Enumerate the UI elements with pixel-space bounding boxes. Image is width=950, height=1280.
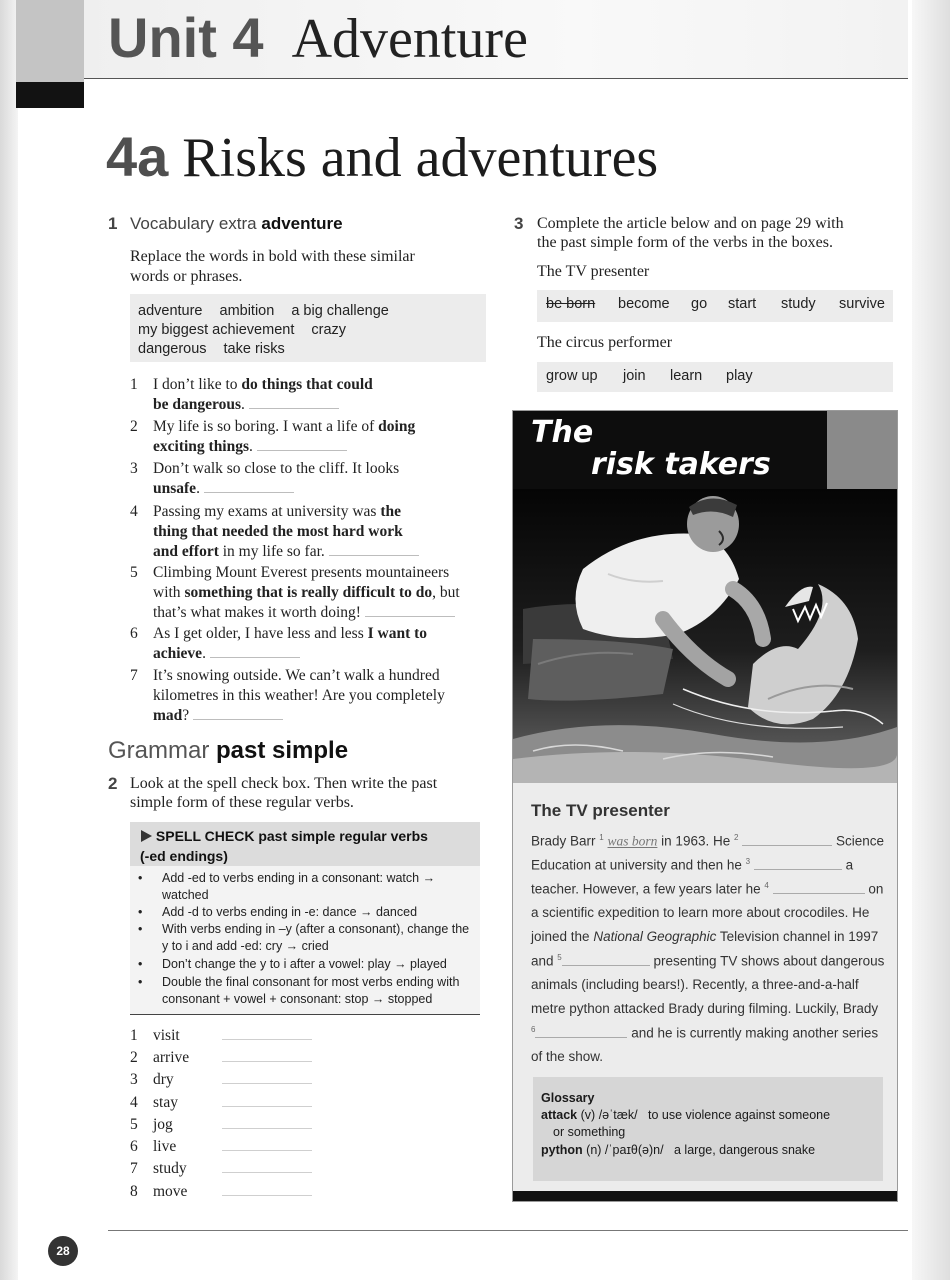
verb-box-2	[537, 362, 893, 392]
answer-blank[interactable]	[365, 604, 455, 617]
answer-blank[interactable]	[257, 438, 347, 451]
answer-blank[interactable]	[222, 1083, 312, 1084]
verb-box-word: survive	[839, 296, 885, 312]
glossary-entry-attack: attack (v) /əˈtæk/ to use violence against someone	[541, 1108, 831, 1122]
verb-box-1	[537, 290, 893, 322]
article-line: joined the National Geographic Television channel in 1997	[531, 929, 879, 944]
verb-box-word: join	[623, 368, 646, 384]
exercise-1-word-box	[130, 294, 486, 362]
verb-box-word-example: be born	[546, 296, 596, 312]
article-line: Education at university and then he $^3$ a	[531, 857, 854, 873]
glossary-entry-attack-cont: or something	[553, 1125, 626, 1139]
item-text: As I get older, I have less and less I want to achieve.	[153, 625, 428, 662]
exercise-1-topic: adventure	[261, 214, 343, 233]
verb-box-word: study	[781, 296, 816, 312]
unit-tab-grey	[16, 0, 84, 82]
exercise-2-instruction-line1: Look at the spell check box. Then write the past	[130, 775, 438, 792]
word-box-line-2	[138, 321, 363, 340]
item-text: Passing my exams at university was the thing that needed the most hard work and effort in my life so far.	[153, 502, 493, 562]
item-text: My life is so boring. I want a life of doing exciting things.	[153, 418, 416, 455]
grammar-label: Grammar	[108, 737, 210, 764]
answer-blank[interactable]	[222, 1128, 312, 1129]
answer-blank[interactable]	[222, 1106, 312, 1107]
verb-box-word: go	[691, 296, 708, 312]
article-line: Brady Barr $^1$ was born in 1963. He $^2$ Science	[531, 833, 885, 849]
item-number: 6	[130, 625, 138, 642]
item-number: 2	[130, 418, 138, 435]
exercise-1-item	[130, 502, 495, 562]
spell-check-header	[130, 822, 480, 866]
verb-item: 3 dry	[130, 1070, 320, 1090]
verb-item: 6 live	[130, 1137, 320, 1157]
word-box-item: my biggest achievement	[138, 322, 295, 338]
example-answer: was born	[607, 833, 658, 849]
word-box-item: ambition	[219, 303, 275, 319]
article-line: animals (including bears!). Recently, a three-and-a-half	[531, 977, 859, 992]
exercise-1-instruction-line2: words or phrases.	[130, 268, 243, 285]
verb-box-word: grow up	[546, 368, 598, 384]
answer-blank[interactable]	[249, 396, 339, 409]
exercise-1-item	[130, 666, 495, 726]
spell-check-title-row	[140, 828, 428, 844]
answer-blank[interactable]	[210, 645, 300, 658]
glossary-box	[533, 1077, 883, 1181]
exercise-1-category: Vocabulary extra	[130, 214, 257, 233]
verb-box-1-title: The TV presenter	[537, 263, 650, 280]
item-number: 3	[130, 460, 138, 477]
word-box-item: take risks	[223, 341, 285, 357]
grammar-topic: past simple	[216, 737, 349, 764]
answer-blank[interactable]	[742, 835, 832, 846]
answer-blank[interactable]	[204, 480, 294, 493]
item-text: Don’t walk so close to the cliff. It looks unsafe.	[153, 460, 400, 497]
word-box-item: dangerous	[138, 341, 207, 357]
article-title-line2: risk takers	[591, 447, 771, 482]
exercise-3-instruction-line1: Complete the article below and on page 29 with	[537, 215, 844, 232]
spell-rule: • Don’t change the y to i after a vowel: play → played	[138, 957, 447, 971]
answer-blank[interactable]	[562, 955, 650, 966]
exercise-1-item	[130, 459, 495, 499]
answer-blank[interactable]	[222, 1150, 312, 1151]
exercise-1-item	[130, 375, 495, 415]
answer-blank[interactable]	[222, 1172, 312, 1173]
item-number: 4	[130, 503, 138, 520]
spell-check-title: SPELL CHECK past simple regular verbs	[155, 828, 428, 844]
article-line: and $^5$ presenting TV shows about dangerous	[531, 953, 885, 969]
answer-blank[interactable]	[222, 1039, 312, 1040]
lesson-number: 4a	[106, 125, 169, 188]
spell-rule: • Add -ed to verbs ending in a consonant: watch → watched	[138, 871, 436, 902]
unit-title	[108, 6, 528, 71]
answer-blank[interactable]	[222, 1195, 312, 1196]
article-panel	[512, 410, 898, 1202]
verb-box-word: start	[728, 296, 757, 312]
article-title-line1: The	[531, 415, 594, 450]
exercise-1-item	[130, 624, 495, 664]
verb-item: 2 arrive	[130, 1048, 320, 1068]
crocodile-photo	[513, 489, 897, 783]
exercise-1-item	[130, 563, 495, 623]
footer-rule	[108, 1230, 908, 1231]
word-box-item: adventure	[138, 303, 203, 319]
item-text: I don’t like to do things that could be dangerous.	[153, 376, 373, 413]
answer-blank[interactable]	[193, 707, 283, 720]
exercise-2-number: 2	[108, 774, 118, 793]
article-line: a scientific expedition to learn more about crocodiles. He	[531, 905, 870, 920]
word-box-item: a big challenge	[291, 303, 389, 319]
unit-name: Adventure	[291, 8, 528, 70]
page-edge-right	[912, 0, 950, 1280]
answer-blank[interactable]	[222, 1061, 312, 1062]
article-line: $^6$ and he is currently making another series	[531, 1025, 879, 1041]
verb-item: 5 jog	[130, 1115, 320, 1135]
spell-rule: • With verbs ending in –y (after a consonant), change the y to i and add -ed: cry → cried	[138, 922, 470, 953]
answer-blank[interactable]	[773, 883, 865, 894]
word-box-item: crazy	[311, 322, 347, 338]
spell-check-rules	[130, 866, 480, 1014]
glossary-title: Glossary	[541, 1091, 595, 1105]
word-box-line-3	[138, 340, 302, 359]
article-line: of the show.	[531, 1049, 604, 1064]
verb-box-word: play	[726, 368, 753, 384]
exercise-3-number: 3	[514, 214, 524, 233]
glossary-entry-python: python (n) /ˈpaɪθ(ə)n/ a large, dangerous snake	[541, 1143, 816, 1157]
unit-number: Unit 4	[108, 6, 264, 69]
verb-item: 7 study	[130, 1159, 320, 1179]
verb-item: 4 stay	[130, 1093, 320, 1113]
exercise-3-instruction-line2: the past simple form of the verbs in the boxes.	[537, 234, 833, 251]
article-line: teacher. However, a few years later he $^4$ on	[531, 881, 884, 897]
exercise-2-instruction-line2: simple form of these regular verbs.	[130, 794, 354, 811]
page-edge-left	[0, 0, 18, 1280]
word-box-line-1	[138, 302, 406, 321]
unit-tab-black	[16, 82, 84, 108]
exercise-1-heading	[130, 214, 343, 234]
item-number: 5	[130, 564, 138, 581]
item-text: It’s snowing outside. We can’t walk a hundred kilometres in this weather! Are you completely mad?	[153, 667, 445, 724]
article-section-heading: The TV presenter	[531, 801, 670, 820]
verb-box-2-title: The circus performer	[537, 334, 673, 351]
page-number: 28	[48, 1236, 78, 1266]
verb-box-word: learn	[670, 368, 703, 384]
grammar-heading	[108, 736, 348, 766]
verb-box-word: become	[618, 296, 670, 312]
spell-check-subtitle: (-ed endings)	[140, 848, 228, 864]
verb-item: 8 move	[130, 1182, 320, 1202]
item-text: Climbing Mount Everest presents mountaineers with something that is really difficult to do, but that’s what makes it worth doing!	[153, 564, 460, 621]
exercise-1-item	[130, 417, 495, 457]
item-number: 7	[130, 667, 138, 684]
article-title-band-right	[827, 411, 897, 489]
spell-rule: • Double the final consonant for most verbs ending with consonant + vowel + consonant: stop → stopped	[138, 975, 460, 1006]
lesson-name: Risks and adventures	[182, 127, 659, 189]
item-number: 1	[130, 376, 138, 393]
article-bottom-bar	[513, 1191, 897, 1201]
verb-item: 1 visit	[130, 1026, 320, 1046]
answer-blank[interactable]	[535, 1027, 627, 1038]
article-line: metre python attacked Brady during filming. Luckily, Brady	[531, 1001, 879, 1016]
play-triangle-icon	[140, 830, 152, 842]
exercise-1-instruction-line1: Replace the words in bold with these similar	[130, 248, 415, 265]
exercise-1-number: 1	[108, 214, 118, 233]
spell-rule: • Add -d to verbs ending in -e: dance → danced	[138, 905, 418, 919]
answer-blank[interactable]	[329, 543, 419, 556]
spell-check-box	[130, 822, 480, 1015]
answer-blank[interactable]	[754, 859, 842, 870]
lesson-title	[106, 124, 658, 191]
